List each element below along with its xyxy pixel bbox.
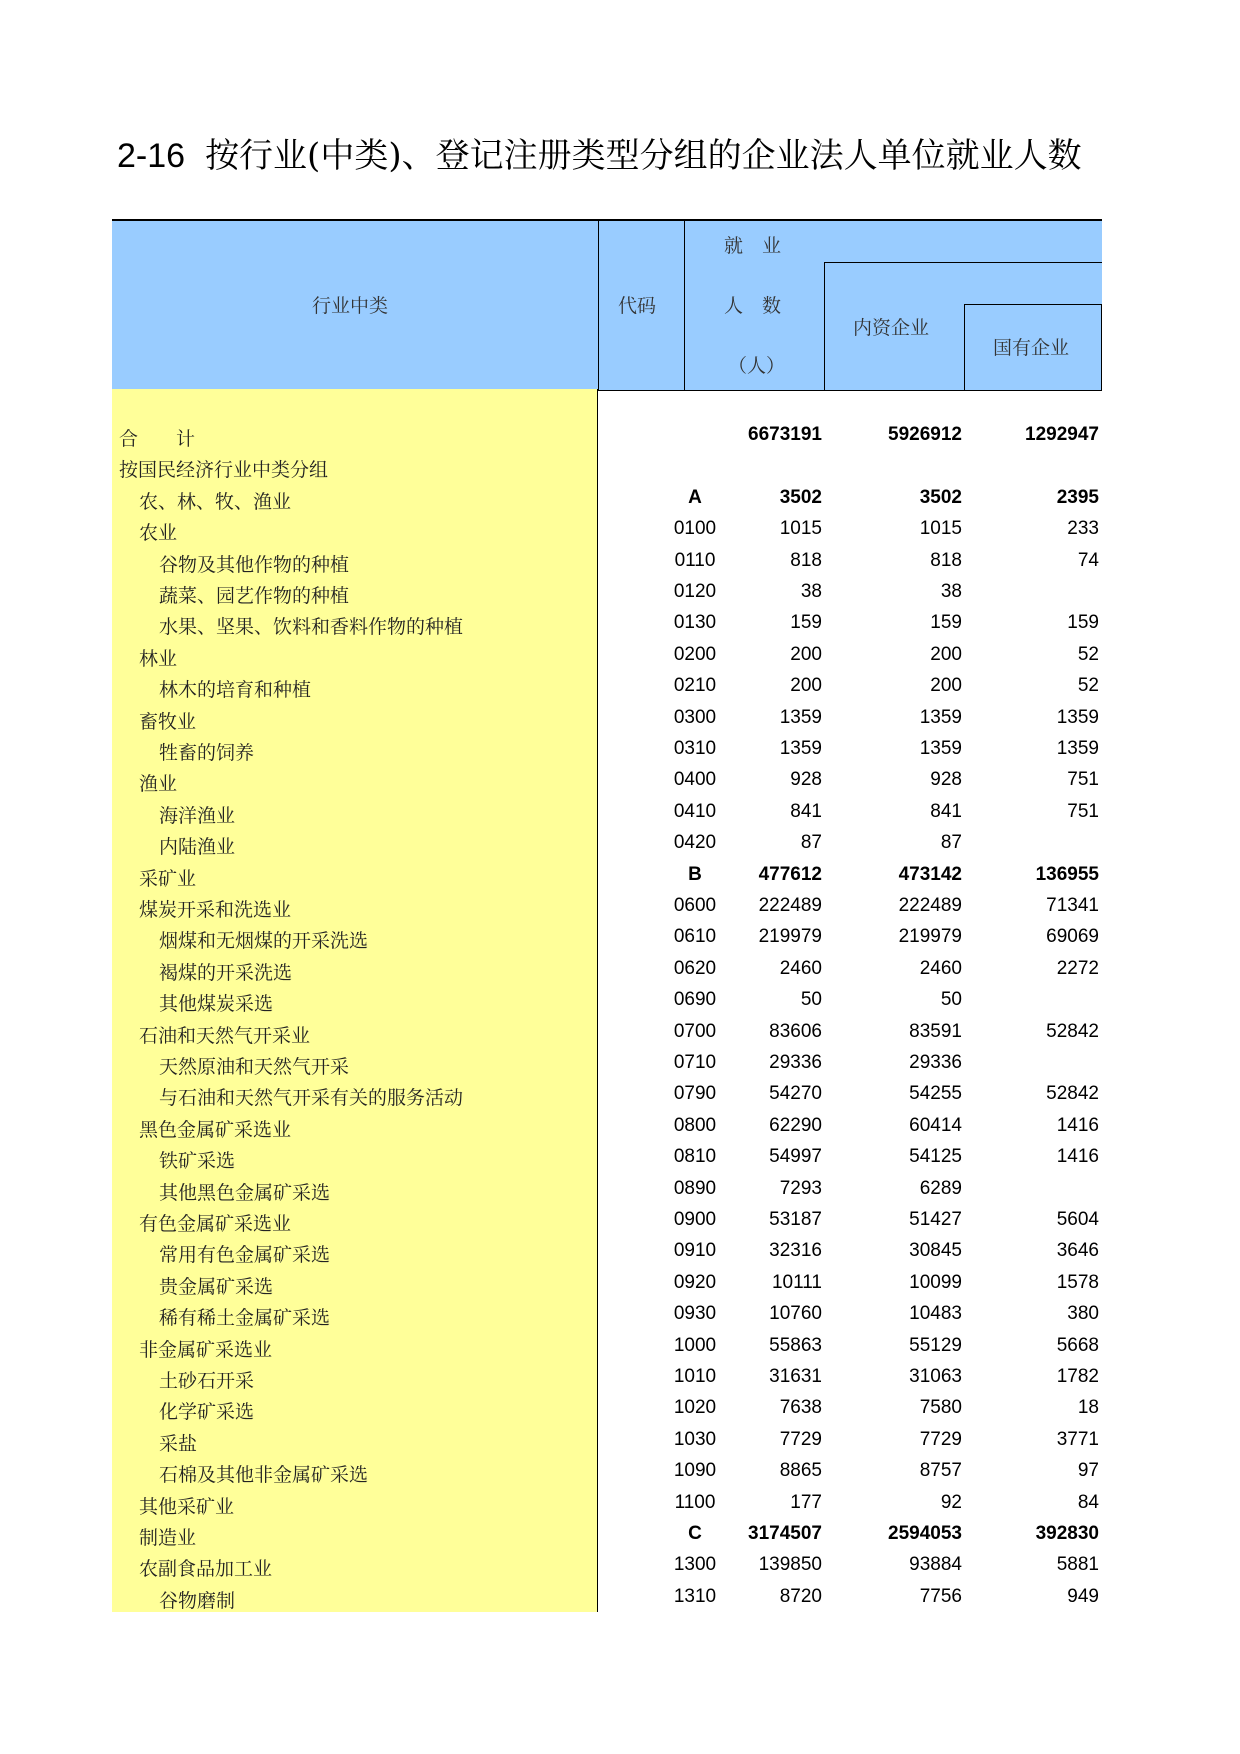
industry-code: 0300 — [673, 706, 717, 728]
domestic-enterprise-value: 7756 — [919, 1585, 962, 1607]
employment-total: 38 — [800, 581, 822, 602]
employment-total: 32316 — [769, 1240, 822, 1262]
employment-total: 2460 — [779, 957, 822, 979]
domestic-enterprise-value: 54125 — [909, 1146, 962, 1168]
industry-name: 其他黑色金属矿采选 — [159, 1181, 331, 1204]
table-row — [112, 1272, 1102, 1303]
employment-total: 200 — [790, 675, 822, 697]
employment-total: 7293 — [779, 1177, 822, 1199]
employment-total: 1359 — [779, 738, 822, 759]
employment-total: 818 — [790, 549, 822, 571]
industry-code: 0800 — [673, 1114, 717, 1136]
employment-total: 7638 — [779, 1397, 822, 1419]
table-row — [112, 1523, 1102, 1554]
state-owned-value: 949 — [1067, 1585, 1099, 1607]
domestic-enterprise-value: 159 — [930, 612, 962, 634]
industry-code: 0100 — [673, 518, 717, 540]
domestic-enterprise-value: 928 — [930, 769, 962, 791]
state-owned-value: 392830 — [1035, 1523, 1099, 1544]
table-row — [112, 707, 1102, 738]
industry-code: 0110 — [674, 549, 716, 571]
industry-code: 0400 — [673, 769, 717, 791]
industry-name: 合 计 — [119, 428, 196, 450]
domestic-enterprise-value: 8757 — [919, 1460, 962, 1482]
table-row — [112, 801, 1102, 832]
industry-code: 1310 — [673, 1585, 717, 1607]
industry-code: 0890 — [673, 1177, 717, 1199]
domestic-enterprise-value: 87 — [940, 832, 962, 854]
table-row — [112, 926, 1102, 957]
state-owned-value: 1292947 — [1025, 424, 1099, 445]
table-row — [112, 550, 1102, 581]
domestic-enterprise-value: 1359 — [919, 738, 962, 759]
industry-name: 黑色金属矿采选业 — [139, 1118, 292, 1141]
table-row — [112, 581, 1102, 612]
table-number: 2-16 — [117, 137, 186, 175]
industry-code: 0610 — [673, 926, 717, 948]
employment-total: 83606 — [769, 1020, 822, 1042]
industry-code: C — [688, 1523, 702, 1544]
table-row — [112, 455, 1102, 486]
industry-name: 有色金属矿采选业 — [139, 1213, 292, 1235]
domestic-enterprise-value: 10483 — [909, 1303, 962, 1325]
state-owned-value: 1578 — [1056, 1271, 1099, 1293]
domestic-enterprise-value: 54255 — [909, 1083, 962, 1105]
state-owned-value: 3646 — [1056, 1240, 1099, 1262]
table-row — [112, 1146, 1102, 1177]
header-divider — [824, 262, 825, 390]
industry-name: 土砂石开采 — [159, 1370, 255, 1392]
state-owned-value: 380 — [1067, 1303, 1099, 1325]
table-row — [112, 1052, 1102, 1083]
table-row — [112, 1397, 1102, 1428]
table-title: 按行业(中类)、登记注册类型分组的企业法人单位就业人数 — [205, 136, 1082, 176]
state-owned-value: 52 — [1077, 643, 1099, 665]
industry-name: 林业 — [139, 647, 178, 670]
header-state-owned: 国有企业 — [993, 337, 1070, 359]
employment-total: 10111 — [771, 1271, 822, 1293]
state-owned-value: 5881 — [1056, 1554, 1099, 1576]
state-owned-value: 1359 — [1056, 738, 1099, 759]
employment-total: 6673191 — [748, 424, 822, 445]
employment-total: 87 — [800, 832, 822, 854]
header-industry: 行业中类 — [312, 295, 389, 317]
industry-code: 0200 — [673, 643, 717, 665]
domestic-enterprise-value: 5926912 — [888, 424, 962, 445]
table-row — [112, 644, 1102, 675]
header-employment-unit: （人） — [728, 355, 786, 377]
employment-total: 1015 — [779, 518, 822, 540]
state-owned-value: 751 — [1067, 769, 1099, 791]
industry-name: 化学矿采选 — [159, 1401, 255, 1424]
state-owned-value: 5604 — [1056, 1209, 1099, 1230]
state-owned-value: 84 — [1077, 1491, 1099, 1513]
state-owned-value: 751 — [1067, 800, 1099, 822]
domestic-enterprise-value: 1015 — [919, 518, 962, 540]
table-row — [112, 1335, 1102, 1366]
employment-total: 62290 — [769, 1114, 822, 1136]
industry-code: 0310 — [673, 738, 717, 759]
employment-total: 3502 — [779, 486, 822, 508]
domestic-enterprise-value: 3502 — [919, 486, 962, 508]
employment-total: 54270 — [769, 1083, 822, 1105]
industry-name: 农、林、牧、渔业 — [139, 490, 292, 513]
state-owned-value: 74 — [1077, 549, 1099, 571]
industry-code: 1100 — [674, 1491, 716, 1513]
state-owned-value: 136955 — [1035, 863, 1099, 885]
header-divider — [1101, 304, 1102, 390]
state-owned-value: 1359 — [1056, 706, 1099, 728]
state-owned-value: 52842 — [1046, 1083, 1099, 1105]
industry-code: 0900 — [673, 1209, 717, 1230]
state-owned-value: 52 — [1077, 675, 1099, 697]
employment-total: 8720 — [779, 1585, 822, 1607]
domestic-enterprise-value: 38 — [940, 581, 962, 602]
employment-total: 7729 — [779, 1428, 822, 1450]
table-row — [112, 1492, 1102, 1523]
industry-code: 0930 — [673, 1303, 717, 1325]
state-owned-value: 71341 — [1046, 895, 1099, 916]
table-row — [112, 487, 1102, 518]
table-row — [112, 738, 1102, 769]
employment-total: 841 — [790, 800, 822, 822]
employment-total: 54997 — [769, 1146, 822, 1168]
industry-name: 烟煤和无烟煤的开采洗选 — [159, 930, 369, 953]
industry-name: 非金属矿采选业 — [139, 1338, 273, 1361]
table-row — [112, 1554, 1102, 1585]
industry-name: 其他采矿业 — [139, 1495, 235, 1518]
employment-total: 219979 — [758, 926, 822, 948]
table-row — [112, 1083, 1102, 1114]
state-owned-value: 69069 — [1046, 926, 1099, 948]
industry-code: A — [688, 486, 702, 508]
industry-name: 石棉及其他非金属矿采选 — [159, 1464, 369, 1487]
state-owned-value: 2395 — [1056, 486, 1099, 508]
table-row — [112, 1240, 1102, 1271]
industry-code: 1300 — [673, 1554, 717, 1576]
employment-total: 139850 — [758, 1554, 822, 1576]
domestic-enterprise-value: 51427 — [909, 1209, 962, 1230]
domestic-enterprise-value: 7729 — [919, 1428, 962, 1450]
employment-total: 55863 — [769, 1334, 822, 1356]
industry-name: 内陆渔业 — [159, 836, 236, 859]
table-row — [112, 612, 1102, 643]
state-owned-value: 2272 — [1056, 957, 1099, 979]
industry-name: 按国民经济行业中类分组 — [119, 459, 329, 482]
employment-total: 200 — [790, 643, 822, 665]
employment-total: 29336 — [769, 1052, 822, 1073]
header-divider — [964, 304, 965, 390]
industry-code: 0600 — [673, 895, 717, 916]
header-employment-line1: 就 业 — [724, 235, 782, 257]
employment-total: 50 — [800, 989, 822, 1011]
industry-name: 石油和天然气开采业 — [139, 1024, 311, 1047]
industry-name: 牲畜的饲养 — [159, 742, 255, 764]
industry-name: 贵金属矿采选 — [159, 1275, 274, 1298]
employment-total: 222489 — [758, 895, 822, 916]
industry-code: 1000 — [673, 1334, 717, 1356]
domestic-enterprise-value: 473142 — [898, 863, 962, 885]
state-owned-value: 18 — [1077, 1397, 1099, 1419]
industry-code: 0910 — [673, 1240, 717, 1262]
table-row — [112, 832, 1102, 863]
industry-code: 0410 — [673, 800, 717, 822]
state-owned-value: 52842 — [1046, 1020, 1099, 1042]
table-row — [112, 1366, 1102, 1397]
domestic-enterprise-value: 10099 — [909, 1271, 962, 1293]
header-domestic: 内资企业 — [853, 317, 930, 339]
domestic-enterprise-value: 83591 — [909, 1020, 962, 1042]
table-row — [112, 1021, 1102, 1052]
domestic-enterprise-value: 60414 — [909, 1114, 962, 1136]
domestic-enterprise-value: 818 — [930, 549, 962, 571]
industry-code: 1010 — [673, 1366, 717, 1387]
table-row — [112, 1586, 1102, 1617]
employment-total: 3174507 — [748, 1523, 822, 1544]
state-owned-value: 159 — [1067, 612, 1099, 634]
domestic-enterprise-value: 92 — [940, 1491, 962, 1513]
table-row — [112, 1178, 1102, 1209]
employment-total: 477612 — [758, 863, 822, 885]
industry-name: 天然原油和天然气开采 — [159, 1056, 350, 1078]
industry-code: 1090 — [673, 1460, 717, 1482]
state-owned-value: 233 — [1067, 518, 1099, 540]
header-divider — [964, 304, 1102, 305]
domestic-enterprise-value: 7580 — [919, 1397, 962, 1419]
industry-code: 0120 — [673, 581, 717, 602]
table-row — [112, 1115, 1102, 1146]
table-row — [112, 895, 1102, 926]
domestic-enterprise-value: 841 — [930, 800, 962, 822]
table-row — [112, 1460, 1102, 1491]
employment-total: 928 — [790, 769, 822, 791]
employment-total: 1359 — [779, 706, 822, 728]
industry-code: 0690 — [673, 989, 717, 1011]
industry-code: 0700 — [673, 1020, 717, 1042]
industry-name: 褐煤的开采洗选 — [159, 961, 293, 984]
table-header — [112, 219, 1102, 391]
industry-code: 0710 — [673, 1052, 717, 1073]
table-row — [112, 424, 1102, 455]
table-row — [112, 518, 1102, 549]
state-owned-value: 5668 — [1056, 1334, 1099, 1356]
table-row — [112, 1429, 1102, 1460]
industry-name: 与石油和天然气开采有关的服务活动 — [159, 1087, 464, 1110]
industry-name: 采盐 — [159, 1432, 198, 1455]
domestic-enterprise-value: 2460 — [919, 957, 962, 979]
employment-total: 8865 — [779, 1460, 822, 1482]
industry-name: 采矿业 — [139, 867, 197, 890]
industry-code: 1020 — [673, 1397, 717, 1419]
domestic-enterprise-value: 29336 — [909, 1052, 962, 1073]
industry-name: 海洋渔业 — [159, 804, 236, 827]
industry-name: 渔业 — [139, 773, 178, 796]
state-owned-value: 1782 — [1056, 1366, 1099, 1387]
state-owned-value: 1416 — [1056, 1114, 1099, 1136]
domestic-enterprise-value: 219979 — [898, 926, 962, 948]
industry-code: 0420 — [673, 832, 717, 854]
header-employment-line2: 人 数 — [724, 295, 782, 317]
industry-code: 0790 — [673, 1083, 717, 1105]
employment-total: 159 — [790, 612, 822, 634]
header-divider — [684, 221, 685, 390]
industry-code: 0210 — [673, 675, 717, 697]
table-row — [112, 864, 1102, 895]
domestic-enterprise-value: 222489 — [898, 895, 962, 916]
domestic-enterprise-value: 55129 — [909, 1334, 962, 1356]
industry-code: 0620 — [673, 957, 717, 979]
domestic-enterprise-value: 1359 — [919, 706, 962, 728]
domestic-enterprise-value: 200 — [930, 675, 962, 697]
industry-name: 畜牧业 — [139, 710, 197, 733]
industry-code: 0920 — [673, 1271, 717, 1293]
industry-name: 铁矿采选 — [159, 1150, 236, 1173]
state-owned-value: 3771 — [1056, 1428, 1099, 1450]
industry-code: 1030 — [673, 1428, 717, 1450]
table-row — [112, 1303, 1102, 1334]
industry-name: 稀有稀土金属矿采选 — [159, 1307, 331, 1330]
domestic-enterprise-value: 50 — [940, 989, 962, 1011]
table-row — [112, 989, 1102, 1020]
industry-name: 制造业 — [139, 1527, 197, 1549]
industry-name: 谷物磨制 — [159, 1589, 236, 1612]
domestic-enterprise-value: 31063 — [909, 1366, 962, 1387]
industry-code: 0130 — [673, 612, 717, 634]
header-divider — [598, 221, 599, 390]
table-row — [112, 769, 1102, 800]
industry-name: 谷物及其他作物的种植 — [159, 553, 350, 576]
header-divider — [824, 262, 1102, 263]
industry-name: 其他煤炭采选 — [159, 993, 274, 1016]
employment-total: 53187 — [769, 1209, 822, 1230]
domestic-enterprise-value: 2594053 — [888, 1523, 962, 1544]
header-code: 代码 — [618, 295, 657, 317]
employment-total: 31631 — [769, 1366, 822, 1387]
industry-code: B — [688, 863, 702, 885]
industry-code: 0810 — [673, 1146, 717, 1168]
state-owned-value: 1416 — [1056, 1146, 1099, 1168]
table-row — [112, 675, 1102, 706]
industry-name: 常用有色金属矿采选 — [159, 1244, 331, 1267]
employment-total: 10760 — [769, 1303, 822, 1325]
page-title — [117, 128, 1082, 177]
industry-name: 农副食品加工业 — [139, 1558, 273, 1581]
industry-name: 水果、坚果、饮料和香料作物的种植 — [159, 616, 464, 639]
domestic-enterprise-value: 30845 — [909, 1240, 962, 1262]
domestic-enterprise-value: 200 — [930, 643, 962, 665]
domestic-enterprise-value: 6289 — [919, 1177, 962, 1199]
table-row — [112, 958, 1102, 989]
industry-name: 煤炭开采和洗选业 — [139, 899, 292, 921]
employment-total: 177 — [790, 1491, 822, 1513]
domestic-enterprise-value: 93884 — [909, 1554, 962, 1576]
state-owned-value: 97 — [1077, 1460, 1099, 1482]
industry-name: 农业 — [139, 522, 178, 545]
industry-name: 林木的培育和种植 — [159, 679, 312, 702]
table-row — [112, 1209, 1102, 1240]
industry-name: 蔬菜、园艺作物的种植 — [159, 585, 350, 607]
